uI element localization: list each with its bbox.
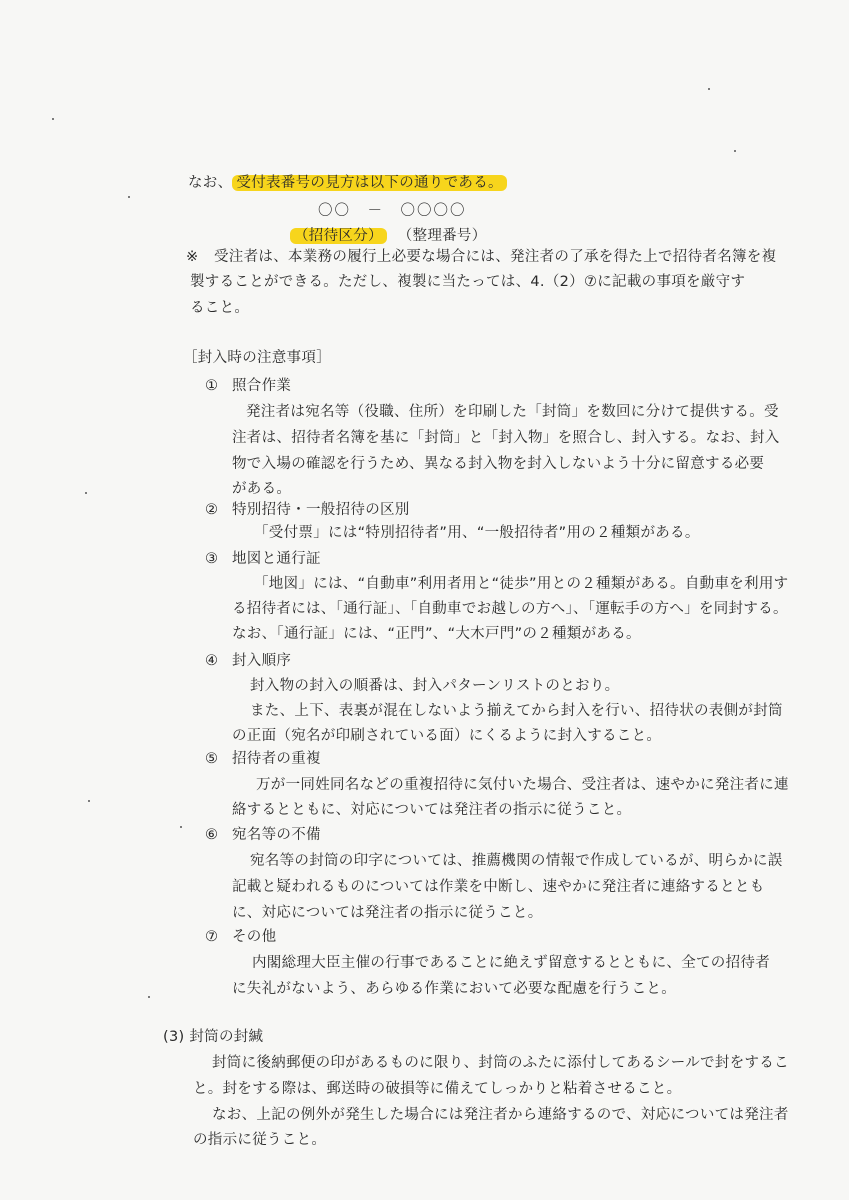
item-title: 招待者の重複	[232, 751, 321, 767]
item-text-line: 「受付票」には“特別招待者”用、“一般招待者”用の２種類がある。	[254, 525, 700, 541]
item-text-line: 絡するとともに、対応については発注者の指示に従うこと。	[232, 802, 632, 818]
item-title: 特別招待・一般招待の区別	[232, 502, 410, 518]
item-text-line: 内閣総理大臣主催の行事であることに絶えず留意するとともに、全ての招待者	[252, 955, 770, 971]
section3-line: なお、上記の例外が発生した場合には発注者から連絡するので、対応については発注者	[212, 1107, 789, 1123]
scan-speck	[52, 118, 54, 120]
note-line: ること。	[190, 300, 250, 316]
item-marker: ③	[205, 551, 219, 567]
intro-prefix: なお、	[188, 175, 233, 191]
item-text-line: 万が一同姓同名などの重複招待に気付いた場合、受注者は、速やかに発注者に連	[256, 777, 789, 793]
item-text-line: 記載と疑われるものについては作業を中断し、速やかに発注者に連絡するととも	[232, 879, 765, 895]
item-title: 封入順序	[232, 653, 292, 669]
item-text-line: に失礼がないよう、あらゆる作業において必要な配慮を行うこと。	[232, 981, 676, 997]
code-pattern: 〇〇 － 〇〇〇〇	[318, 203, 467, 219]
item-marker: ⑦	[205, 929, 219, 945]
item-marker: ⑥	[205, 827, 219, 843]
section3-line: の指示に従うこと。	[193, 1132, 327, 1148]
scan-speck	[734, 150, 736, 152]
scan-speck	[128, 196, 130, 198]
scan-speck	[708, 88, 710, 90]
intro-line	[188, 173, 507, 193]
note-mark: ※	[186, 249, 199, 265]
section3-line: と。封をする際は、郵送時の破損等に備えてしっかりと粘着させること。	[193, 1081, 682, 1097]
item-marker: ①	[205, 378, 219, 394]
scan-speck	[180, 826, 182, 828]
item-text-line: の正面（宛名が印刷されている面）にくるように封入すること。	[232, 728, 662, 744]
code-labels	[290, 226, 487, 246]
number-label: （整理番号）	[397, 228, 487, 244]
item-text-line: 物で入場の確認を行うため、異なる封入物を封入しないよう十分に留意する必要	[232, 456, 765, 472]
item-text-line: 発注者は宛名等（役職、住所）を印刷した「封筒」を数回に分けて提供する。受	[246, 404, 779, 420]
scan-speck	[148, 996, 150, 998]
category-label: （招待区分）	[290, 228, 387, 244]
item-marker: ②	[205, 502, 219, 518]
scan-speck	[85, 492, 87, 494]
section3-heading: (3) 封筒の封緘	[163, 1029, 264, 1045]
item-title: その他	[232, 929, 277, 945]
item-title: 照合作業	[232, 378, 292, 394]
item-title: 地図と通行証	[232, 551, 321, 567]
item-marker: ④	[205, 653, 219, 669]
item-text-line: 「地図」には、“自動車”利用者用と“徒歩”用との２種類がある。自動車を利用す	[254, 576, 789, 592]
item-text-line: 封入物の封入の順番は、封入パターンリストのとおり。	[250, 678, 620, 694]
item-text-line: る招待者には、「通行証」、「自動車でお越しの方へ」、「運転手の方へ」を同封する。	[232, 601, 788, 617]
item-marker: ⑤	[205, 751, 219, 767]
item-text-line: なお、「通行証」には、“正門”、“大木戸門”の２種類がある。	[232, 626, 641, 642]
item-title: 宛名等の不備	[232, 827, 321, 843]
item-text-line: に、対応については発注者の指示に従うこと。	[232, 905, 543, 921]
section3-line: 封筒に後納郵便の印があるものに限り、封筒のふたに添付してあるシールで封をするこ	[212, 1055, 789, 1071]
note-line: 製することができる。ただし、複製に当たっては、4.（2）⑦に記載の事項を厳守す	[190, 274, 746, 290]
item-text-line: また、上下、表裏が混在しないよう揃えてから封入を行い、招待状の表側が封筒	[250, 703, 783, 719]
scan-speck	[88, 800, 90, 802]
item-text-line: 宛名等の封筒の印字については、推薦機関の情報で作成しているが、明らかに誤	[250, 853, 783, 869]
item-text-line: 注者は、招待者名簿を基に「封筒」と「封入物」を照合し、封入する。なお、封入	[232, 430, 780, 446]
note-line: 受注者は、本業務の履行上必要な場合には、発注者の了承を得た上で招待者名簿を複	[214, 249, 777, 265]
highlighted-intro-text: 受付表番号の見方は以下の通りである。	[232, 175, 506, 191]
item-text-line: がある。	[232, 481, 292, 497]
section-heading: ［封入時の注意事項］	[183, 350, 331, 366]
